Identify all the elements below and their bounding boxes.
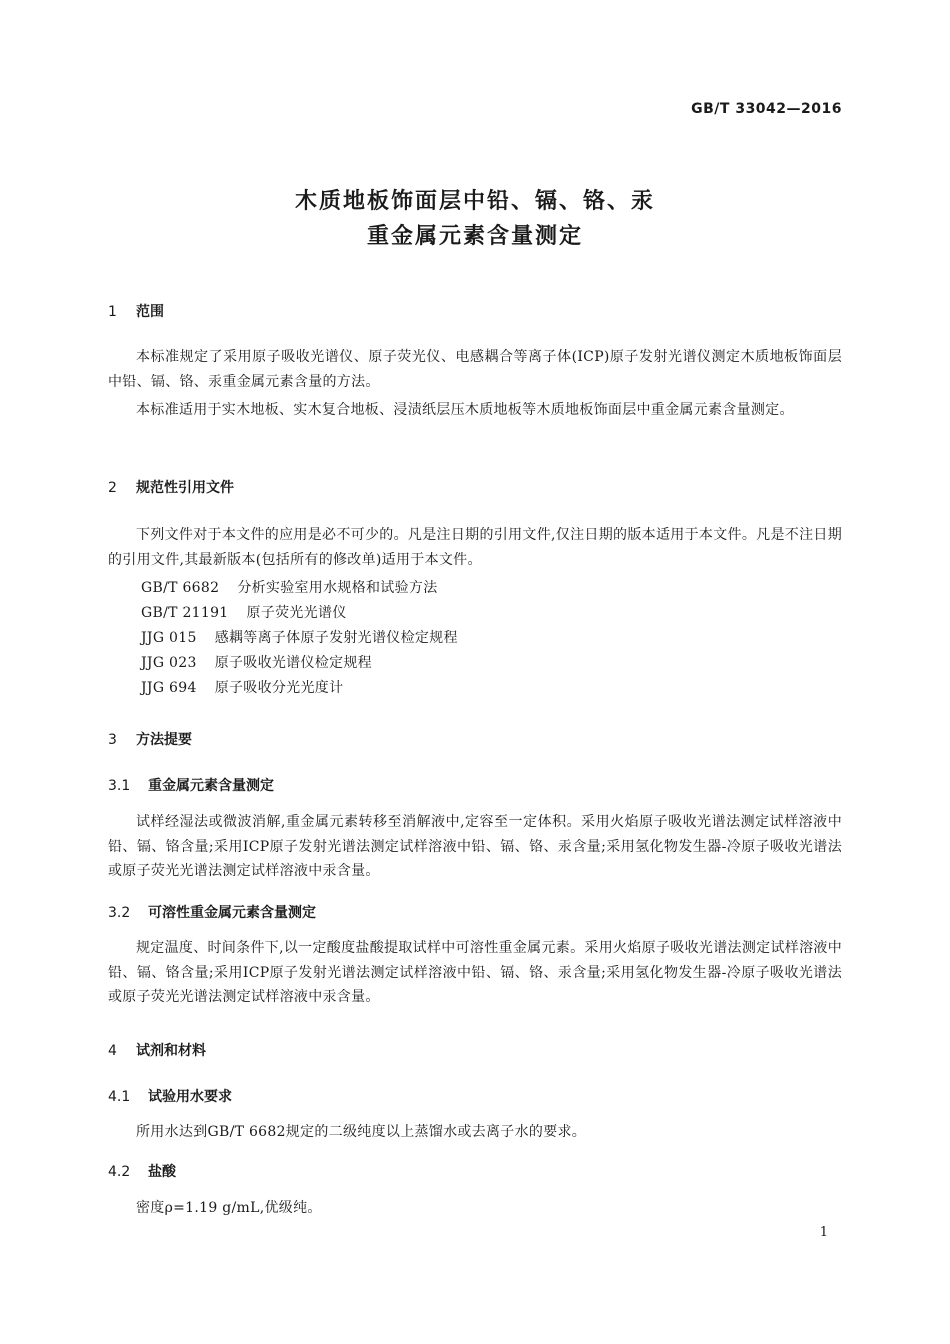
section-4-2-heading bbox=[108, 1161, 176, 1181]
section-4-2-title: 盐酸 bbox=[148, 1164, 176, 1180]
section-2-paragraph: 下列文件对于本文件的应用是必不可少的。凡是注日期的引用文件,仅注日期的版本适用于本文件。凡是不注日期的引用文件,其最新版本(包括所有的修改单)适用于本文件。 bbox=[108, 527, 842, 568]
reference-code: GB/T 21191 bbox=[141, 605, 229, 621]
section-4-2-paragraph: 密度ρ=1.19 g/mL,优级纯。 bbox=[136, 1200, 322, 1216]
section-1-title: 范围 bbox=[136, 304, 164, 320]
document-title-line2: 重金属元素含量测定 bbox=[366, 224, 583, 249]
reference-code: JJG 015 bbox=[141, 630, 197, 646]
reference-title: 原子荧光光谱仪 bbox=[246, 605, 347, 621]
reference-title: 原子吸收光谱仪检定规程 bbox=[214, 655, 372, 671]
section-3-2-title: 可溶性重金属元素含量测定 bbox=[148, 905, 316, 921]
reference-code: JJG 023 bbox=[141, 655, 197, 671]
reference-title: 原子吸收分光光度计 bbox=[214, 680, 344, 696]
section-4-1-heading bbox=[108, 1086, 232, 1106]
section-4-2-number: 4.2 bbox=[108, 1164, 131, 1180]
reference-item bbox=[141, 652, 372, 672]
section-3-1-number: 3.1 bbox=[108, 778, 131, 794]
section-3-1-title: 重金属元素含量测定 bbox=[148, 778, 274, 794]
reference-item bbox=[141, 577, 438, 597]
section-2-number: 2 bbox=[108, 480, 117, 496]
document-title-line1: 木质地板饰面层中铅、镉、铬、汞 bbox=[294, 189, 655, 214]
reference-title: 分析实验室用水规格和试验方法 bbox=[237, 580, 438, 596]
reference-item bbox=[141, 677, 343, 697]
reference-item bbox=[141, 627, 458, 647]
section-1-heading bbox=[108, 301, 164, 321]
section-3-number: 3 bbox=[108, 732, 117, 748]
section-3-2-paragraph: 规定温度、时间条件下,以一定酸度盐酸提取试样中可溶性重金属元素。采用火焰原子吸收光谱法测定试样溶液中铅、镉、铬含量;采用ICP原子发射光谱法测定试样溶液中铅、镉、铬、汞含量;采用氢化物发生器-冷原子吸收光谱法或原子荧光光谱法测定试样溶液中汞含量。 bbox=[108, 940, 842, 1005]
reference-title: 感耦等离子体原子发射光谱仪检定规程 bbox=[214, 630, 458, 646]
section-1-paragraph-1: 本标准规定了采用原子吸收光谱仪、原子荧光仪、电感耦合等离子体(ICP)原子发射光谱仪测定木质地板饰面层中铅、镉、铬、汞重金属元素含量的方法。 bbox=[108, 349, 842, 390]
section-4-1-title: 试验用水要求 bbox=[148, 1089, 232, 1105]
section-3-heading bbox=[108, 729, 192, 749]
section-4-1-paragraph: 所用水达到GB/T 6682规定的二级纯度以上蒸馏水或去离子水的要求。 bbox=[136, 1124, 587, 1140]
standard-number: GB/T 33042—2016 bbox=[691, 101, 842, 117]
section-3-1-paragraph: 试样经湿法或微波消解,重金属元素转移至消解液中,定容至一定体积。采用火焰原子吸收光谱法测定试样溶液中铅、镉、铬含量;采用ICP原子发射光谱法测定试样溶液中铅、镉、铬、汞含量;采用氢化物发生器-冷原子吸收光谱法或原子荧光光谱法测定试样溶液中汞含量。 bbox=[108, 814, 842, 879]
reference-item bbox=[141, 602, 347, 622]
section-4-heading bbox=[108, 1040, 206, 1060]
page-number: 1 bbox=[819, 1225, 828, 1240]
section-4-1-number: 4.1 bbox=[108, 1089, 131, 1105]
section-2-title: 规范性引用文件 bbox=[136, 480, 234, 496]
reference-code: JJG 694 bbox=[141, 680, 197, 696]
section-2-heading bbox=[108, 477, 234, 497]
section-3-2-heading bbox=[108, 902, 316, 922]
section-3-2-number: 3.2 bbox=[108, 905, 131, 921]
section-4-title: 试剂和材料 bbox=[136, 1043, 206, 1059]
reference-code: GB/T 6682 bbox=[141, 580, 220, 596]
section-3-title: 方法提要 bbox=[136, 732, 192, 748]
section-4-number: 4 bbox=[108, 1043, 117, 1059]
section-1-number: 1 bbox=[108, 304, 117, 320]
section-3-1-heading bbox=[108, 775, 274, 795]
section-1-paragraph-2: 本标准适用于实木地板、实木复合地板、浸渍纸层压木质地板等木质地板饰面层中重金属元素含量测定。 bbox=[136, 402, 794, 418]
